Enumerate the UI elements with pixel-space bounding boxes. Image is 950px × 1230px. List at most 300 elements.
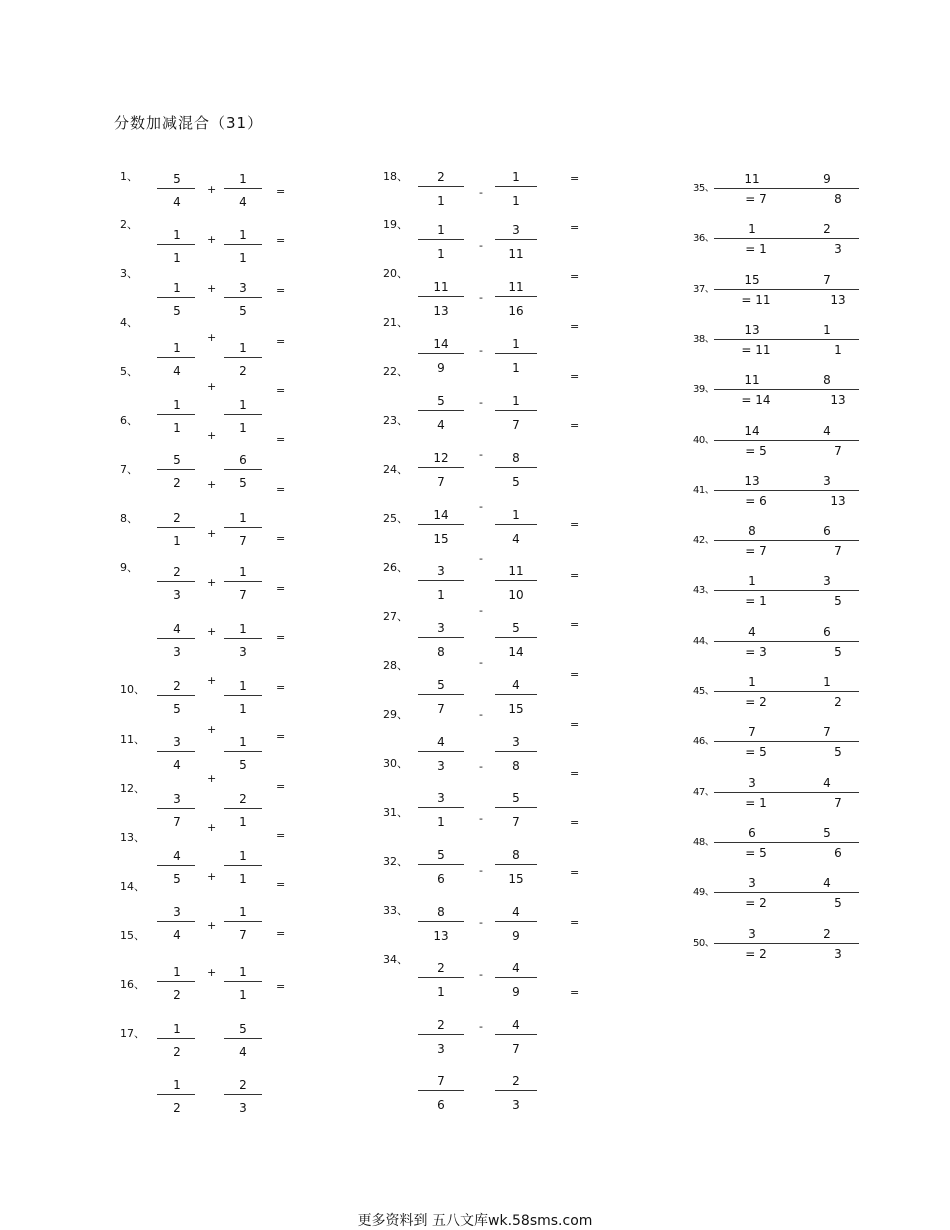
problem-number: 40、: [693, 434, 715, 446]
fraction-denominator: 5: [239, 304, 247, 318]
problem-number: 1、: [120, 170, 138, 183]
equals-sign: =: [570, 221, 580, 234]
equals-sign: =: [570, 618, 580, 631]
minus-sign: -: [479, 239, 483, 252]
problem-number: 23、: [383, 414, 408, 427]
fraction-bar: [714, 238, 793, 239]
minus-sign: -: [479, 448, 483, 461]
problem-number: 8、: [120, 512, 138, 525]
equals-sign: =: [570, 668, 580, 681]
fraction-numerator: 4: [512, 961, 520, 975]
problem-number: 38、: [693, 333, 715, 345]
fraction-bar: [418, 751, 464, 752]
fraction-bar: [418, 467, 464, 468]
fraction-bar: [418, 977, 464, 978]
fraction-numerator: 4: [173, 849, 181, 863]
problem-number: 49、: [693, 887, 715, 899]
fraction-denominator: 13: [830, 292, 846, 307]
fraction-bar: [793, 641, 859, 642]
fraction-denominator: 1: [239, 872, 247, 886]
fraction-numerator: 3: [437, 791, 445, 805]
fraction-denominator: = 5: [745, 443, 767, 458]
problem-number: 39、: [693, 384, 715, 396]
fraction-bar: [714, 691, 793, 692]
fraction-bar: [224, 414, 262, 415]
problem-number: 10、: [120, 683, 145, 696]
fraction-bar: [157, 244, 195, 245]
fraction-numerator: 1: [512, 170, 520, 184]
fraction-bar: [418, 1034, 464, 1035]
fraction-denominator: 4: [173, 758, 181, 772]
fraction-numerator: 8: [512, 451, 520, 465]
fraction-numerator: 1: [239, 172, 247, 186]
problem-number: 31、: [383, 806, 408, 819]
problem-number: 24、: [383, 463, 408, 476]
problem-number: 33、: [383, 904, 408, 917]
fraction-numerator: 7: [823, 725, 831, 740]
fraction-bar: [157, 638, 195, 639]
fraction-denominator: 1: [173, 251, 181, 265]
fraction-bar: [224, 581, 262, 582]
plus-sign: +: [207, 966, 217, 979]
fraction-numerator: 5: [173, 172, 181, 186]
fraction-numerator: 13: [744, 473, 760, 488]
fraction-denominator: 5: [834, 594, 842, 609]
fraction-numerator: 1: [173, 1078, 181, 1092]
fraction-bar: [157, 469, 195, 470]
fraction-numerator: 1: [173, 341, 181, 355]
fraction-bar: [495, 353, 537, 354]
equals-sign: =: [570, 419, 580, 432]
plus-sign: +: [207, 723, 217, 736]
fraction-numerator: 12: [433, 451, 449, 465]
fraction-bar: [714, 440, 793, 441]
fraction-bar: [495, 751, 537, 752]
fraction-numerator: 1: [173, 965, 181, 979]
fraction-numerator: 9: [823, 172, 831, 186]
problem-number: 7、: [120, 463, 138, 476]
fraction-numerator: 1: [239, 905, 247, 919]
fraction-denominator: 13: [433, 304, 449, 318]
fraction-denominator: 2: [173, 1101, 181, 1115]
fraction-numerator: 5: [437, 678, 445, 692]
plus-sign: +: [207, 429, 217, 442]
problem-number: 9、: [120, 561, 138, 574]
fraction-denominator: 2: [173, 1045, 181, 1059]
fraction-numerator: 6: [748, 825, 756, 840]
fraction-denominator: 8: [512, 759, 520, 773]
fraction-bar: [793, 842, 859, 843]
fraction-bar: [157, 695, 195, 696]
fraction-bar: [224, 865, 262, 866]
fraction-bar: [418, 239, 464, 240]
fraction-bar: [714, 540, 793, 541]
fraction-bar: [418, 637, 464, 638]
minus-sign: -: [479, 916, 483, 929]
fraction-bar: [714, 490, 793, 491]
fraction-bar: [224, 751, 262, 752]
fraction-numerator: 5: [239, 1022, 247, 1036]
problem-number: 20、: [383, 267, 408, 280]
fraction-denominator: = 5: [745, 745, 767, 760]
minus-sign: -: [479, 760, 483, 773]
fraction-bar: [418, 1090, 464, 1091]
fraction-numerator: 3: [437, 621, 445, 635]
fraction-denominator: 7: [437, 702, 445, 716]
fraction-numerator: 11: [744, 373, 760, 388]
fraction-denominator: 7: [437, 475, 445, 489]
fraction-denominator: 5: [834, 896, 842, 911]
fraction-numerator: 13: [744, 322, 760, 337]
fraction-denominator: 1: [437, 985, 445, 999]
fraction-bar: [495, 1034, 537, 1035]
problem-number: 5、: [120, 365, 138, 378]
fraction-denominator: 3: [834, 242, 842, 257]
fraction-numerator: 2: [173, 565, 181, 579]
plus-sign: +: [207, 821, 217, 834]
fraction-bar: [224, 297, 262, 298]
fraction-numerator: 4: [437, 735, 445, 749]
fraction-bar: [418, 694, 464, 695]
fraction-bar: [714, 792, 793, 793]
plus-sign: +: [207, 625, 217, 638]
fraction-numerator: 1: [239, 849, 247, 863]
problem-number: 6、: [120, 414, 138, 427]
fraction-denominator: 6: [437, 1098, 445, 1112]
fraction-numerator: 2: [437, 961, 445, 975]
equals-sign: =: [276, 927, 286, 940]
fraction-denominator: 8: [834, 192, 842, 206]
fraction-denominator: 1: [437, 247, 445, 261]
fraction-bar: [418, 186, 464, 187]
fraction-bar: [224, 921, 262, 922]
fraction-numerator: 3: [823, 574, 831, 589]
problem-number: 47、: [693, 786, 715, 798]
equals-sign: =: [276, 433, 286, 446]
problem-number: 12、: [120, 782, 145, 795]
fraction-bar: [224, 695, 262, 696]
fraction-numerator: 3: [437, 564, 445, 578]
fraction-denominator: 4: [437, 418, 445, 432]
fraction-numerator: 1: [437, 223, 445, 237]
fraction-numerator: 1: [239, 398, 247, 412]
minus-sign: -: [479, 864, 483, 877]
fraction-denominator: = 5: [745, 845, 767, 860]
fraction-denominator: 1: [239, 421, 247, 435]
fraction-numerator: 14: [744, 423, 760, 438]
fraction-bar: [157, 981, 195, 982]
problem-number: 45、: [693, 686, 715, 697]
problem-number: 30、: [383, 757, 408, 770]
equals-sign: =: [276, 829, 286, 842]
fraction-numerator: 8: [512, 848, 520, 862]
fraction-bar: [224, 981, 262, 982]
fraction-denominator: 1: [173, 421, 181, 435]
fraction-denominator: = 1: [745, 795, 767, 810]
fraction-denominator: 3: [239, 1101, 247, 1115]
minus-sign: -: [479, 344, 483, 357]
fraction-bar: [224, 638, 262, 639]
fraction-bar: [793, 389, 859, 390]
fraction-numerator: 3: [512, 223, 520, 237]
footer-text: 更多资料到 五八文库wk.58sms.com: [357, 1213, 593, 1229]
equals-sign: =: [570, 767, 580, 780]
fraction-numerator: 6: [823, 524, 831, 539]
problem-number: 44、: [693, 635, 715, 647]
fraction-numerator: 1: [748, 574, 756, 589]
fraction-bar: [157, 357, 195, 358]
fraction-bar: [157, 1094, 195, 1095]
fraction-numerator: 8: [823, 373, 831, 388]
fraction-numerator: 4: [823, 876, 831, 891]
fraction-denominator: 7: [512, 418, 520, 432]
fraction-numerator: 7: [437, 1074, 445, 1088]
page-title: 分数加减混合（31）: [114, 114, 264, 132]
fraction-numerator: 2: [823, 926, 831, 941]
fraction-bar: [224, 188, 262, 189]
problem-number: 48、: [693, 836, 715, 848]
equals-sign: =: [276, 730, 286, 743]
fraction-denominator: 1: [512, 361, 520, 375]
fraction-numerator: 2: [239, 792, 247, 806]
fraction-denominator: 7: [239, 534, 247, 548]
problem-number: 2、: [120, 218, 138, 231]
plus-sign: +: [207, 674, 217, 687]
fraction-denominator: 2: [173, 988, 181, 1002]
fraction-denominator: 1: [437, 588, 445, 602]
fraction-bar: [495, 1090, 537, 1091]
fraction-bar: [793, 339, 859, 340]
problem-number: 15、: [120, 929, 145, 942]
equals-sign: =: [570, 718, 580, 731]
equals-sign: =: [570, 569, 580, 582]
equals-sign: =: [570, 866, 580, 879]
fraction-denominator: 6: [834, 845, 842, 860]
fraction-denominator: = 2: [745, 896, 767, 911]
fraction-numerator: 15: [744, 272, 760, 287]
fraction-numerator: 3: [173, 735, 181, 749]
fraction-numerator: 1: [239, 965, 247, 979]
fraction-bar: [157, 865, 195, 866]
fraction-denominator: = 1: [745, 594, 767, 609]
fraction-numerator: 4: [173, 622, 181, 636]
equals-sign: =: [570, 320, 580, 333]
fraction-denominator: 15: [433, 532, 449, 546]
problem-number: 27、: [383, 610, 408, 623]
fraction-numerator: 11: [508, 280, 524, 294]
fraction-denominator: 1: [512, 194, 520, 208]
fraction-denominator: 7: [239, 928, 247, 942]
fraction-denominator: 9: [512, 929, 520, 943]
plus-sign: +: [207, 478, 217, 491]
minus-sign: -: [479, 1020, 483, 1033]
problem-number: 35、: [693, 183, 715, 194]
fraction-bar: [714, 943, 793, 944]
equals-sign: =: [276, 878, 286, 891]
fraction-numerator: 1: [173, 1022, 181, 1036]
fraction-denominator: 3: [437, 759, 445, 773]
fraction-denominator: 3: [834, 946, 842, 961]
fraction-bar: [793, 540, 859, 541]
equals-sign: =: [570, 986, 580, 999]
equals-sign: =: [570, 518, 580, 531]
minus-sign: -: [479, 656, 483, 669]
fraction-bar: [714, 188, 793, 189]
fraction-denominator: 16: [508, 304, 524, 318]
problem-number: 36、: [693, 233, 715, 245]
minus-sign: -: [479, 500, 483, 513]
fraction-bar: [224, 469, 262, 470]
fraction-bar: [793, 892, 859, 893]
fraction-numerator: 2: [823, 222, 831, 237]
fraction-numerator: 2: [437, 170, 445, 184]
fraction-numerator: 1: [823, 675, 831, 689]
fraction-bar: [157, 751, 195, 752]
fraction-denominator: 6: [437, 872, 445, 886]
fraction-bar: [224, 244, 262, 245]
fraction-bar: [793, 691, 859, 692]
fraction-denominator: 1: [437, 815, 445, 829]
fraction-bar: [418, 580, 464, 581]
fraction-denominator: 7: [512, 815, 520, 829]
fraction-bar: [793, 943, 859, 944]
minus-sign: -: [479, 604, 483, 617]
fraction-denominator: 14: [508, 645, 524, 659]
plus-sign: +: [207, 233, 217, 246]
fraction-bar: [418, 353, 464, 354]
fraction-denominator: 3: [437, 1042, 445, 1056]
fraction-numerator: 11: [744, 172, 760, 186]
problem-number: 43、: [693, 585, 715, 597]
fraction-denominator: 2: [239, 364, 247, 378]
fraction-numerator: 5: [437, 394, 445, 408]
fraction-bar: [157, 297, 195, 298]
fraction-bar: [157, 1038, 195, 1039]
fraction-bar: [495, 807, 537, 808]
fraction-numerator: 3: [748, 775, 756, 790]
problem-number: 26、: [383, 561, 408, 574]
problem-number: 46、: [693, 736, 715, 748]
fraction-denominator: 3: [239, 645, 247, 659]
fraction-denominator: 4: [173, 195, 181, 209]
equals-sign: =: [276, 483, 286, 496]
plus-sign: +: [207, 870, 217, 883]
equals-sign: =: [276, 780, 286, 793]
fraction-bar: [495, 921, 537, 922]
fraction-denominator: 1: [834, 342, 842, 357]
fraction-bar: [714, 842, 793, 843]
fraction-denominator: 3: [173, 645, 181, 659]
fraction-numerator: 3: [823, 473, 831, 488]
fraction-bar: [418, 410, 464, 411]
fraction-numerator: 1: [239, 228, 247, 242]
problem-number: 37、: [693, 283, 715, 295]
fraction-numerator: 1: [239, 622, 247, 636]
fraction-bar: [714, 590, 793, 591]
fraction-denominator: 4: [173, 364, 181, 378]
fraction-bar: [495, 296, 537, 297]
problem-number: 4、: [120, 316, 138, 329]
problem-number: 14、: [120, 880, 145, 893]
fraction-numerator: 1: [239, 511, 247, 525]
fraction-denominator: 1: [239, 251, 247, 265]
fraction-denominator: 13: [830, 493, 846, 508]
minus-sign: -: [479, 812, 483, 825]
fraction-denominator: 15: [508, 872, 524, 886]
fraction-numerator: 4: [823, 423, 831, 438]
fraction-numerator: 3: [239, 281, 247, 295]
fraction-bar: [714, 289, 793, 290]
problem-number: 25、: [383, 512, 408, 525]
fraction-numerator: 8: [748, 524, 756, 539]
fraction-denominator: 13: [830, 393, 846, 408]
fraction-denominator: = 6: [745, 493, 767, 508]
fraction-denominator: 4: [239, 1045, 247, 1059]
fraction-denominator: = 11: [741, 292, 771, 307]
equals-sign: =: [276, 234, 286, 247]
fraction-denominator: 2: [834, 695, 842, 709]
problem-number: 17、: [120, 1027, 145, 1040]
problem-number: 19、: [383, 218, 408, 231]
problem-number: 3、: [120, 267, 138, 280]
fraction-bar: [418, 296, 464, 297]
fraction-denominator: 1: [437, 194, 445, 208]
fraction-numerator: 1: [823, 322, 831, 337]
fraction-numerator: 3: [748, 926, 756, 941]
equals-sign: =: [276, 335, 286, 348]
problem-number: 22、: [383, 365, 408, 378]
fraction-bar: [224, 527, 262, 528]
plus-sign: +: [207, 772, 217, 785]
equals-sign: =: [276, 384, 286, 397]
fraction-bar: [793, 440, 859, 441]
fraction-bar: [157, 527, 195, 528]
equals-sign: =: [276, 532, 286, 545]
fraction-bar: [793, 188, 859, 189]
fraction-denominator: 4: [173, 928, 181, 942]
plus-sign: +: [207, 380, 217, 393]
problem-number: 32、: [383, 855, 408, 868]
fraction-bar: [793, 741, 859, 742]
fraction-denominator: 7: [834, 544, 842, 559]
fraction-numerator: 5: [437, 848, 445, 862]
fraction-denominator: 5: [834, 745, 842, 760]
fraction-denominator: = 2: [745, 946, 767, 961]
fraction-numerator: 5: [512, 791, 520, 805]
fraction-denominator: 5: [834, 644, 842, 659]
equals-sign: =: [570, 370, 580, 383]
fraction-denominator: 1: [239, 988, 247, 1002]
fraction-denominator: 7: [512, 1042, 520, 1056]
plus-sign: +: [207, 331, 217, 344]
fraction-bar: [793, 490, 859, 491]
fraction-denominator: 4: [512, 532, 520, 546]
fraction-denominator: 2: [173, 476, 181, 490]
fraction-bar: [495, 467, 537, 468]
fraction-bar: [418, 864, 464, 865]
fraction-numerator: 7: [748, 725, 756, 740]
fraction-bar: [714, 339, 793, 340]
fraction-bar: [793, 289, 859, 290]
fraction-bar: [224, 808, 262, 809]
fraction-numerator: 1: [748, 222, 756, 237]
fraction-denominator: 7: [834, 795, 842, 810]
fraction-bar: [495, 864, 537, 865]
fraction-denominator: 5: [239, 758, 247, 772]
fraction-bar: [495, 524, 537, 525]
fraction-bar: [224, 1038, 262, 1039]
minus-sign: -: [479, 396, 483, 409]
